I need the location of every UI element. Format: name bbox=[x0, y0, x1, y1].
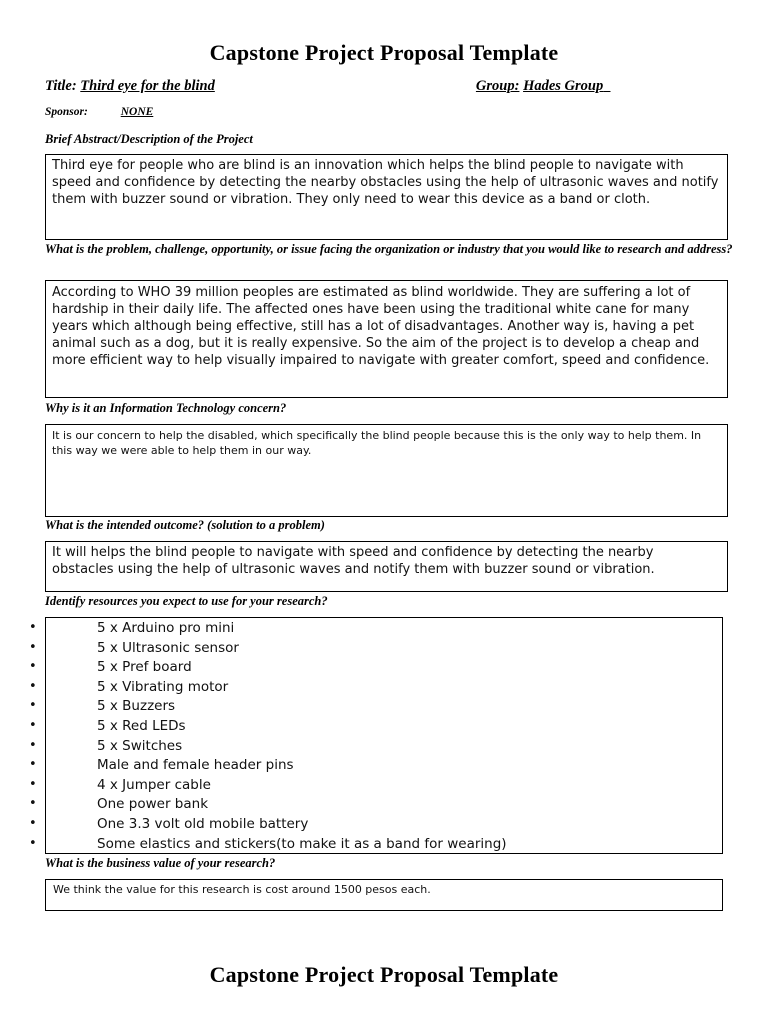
group-label: Group: bbox=[475, 78, 520, 94]
business-value-question: What is the business value of your research? bbox=[45, 856, 276, 870]
bullet-icon: • bbox=[29, 796, 37, 812]
title-value: Third eye for the blind bbox=[80, 78, 215, 94]
bullet-icon: • bbox=[29, 620, 37, 635]
it-concern-answer: It is our concern to help the disabled, which specifically the blind people because this is the only way to help them. In this way we were able to help them in our way. bbox=[52, 429, 702, 457]
sponsor-row bbox=[45, 106, 315, 118]
abstract-answer-box bbox=[45, 154, 728, 240]
group-value: Hades Group bbox=[523, 78, 604, 94]
list-item-text: 5 x Switches bbox=[97, 737, 183, 754]
sponsor-label: Sponsor: bbox=[45, 106, 88, 118]
bullet-icon: • bbox=[29, 678, 37, 694]
list-item-text: 5 x Arduino pro mini bbox=[97, 620, 235, 636]
it-concern-answer-box bbox=[45, 424, 728, 517]
list-item-text: One 3.3 volt old mobile battery bbox=[97, 816, 309, 832]
bullet-icon: • bbox=[29, 737, 37, 753]
bullet-icon: • bbox=[29, 757, 37, 773]
title-row bbox=[45, 78, 735, 96]
resources-list bbox=[0, 620, 768, 856]
problem-question: What is the problem, challenge, opportunity, or issue facing the organization or industry that you would like to research and address? bbox=[45, 242, 733, 256]
bullet-icon: • bbox=[29, 718, 37, 733]
list-item-text: Some elastics and stickers(to make it as a band for wearing) bbox=[97, 835, 507, 852]
it-concern-question: Why is it an Information Technology concern? bbox=[45, 401, 287, 415]
outcome-answer: It will helps the blind people to navigate with speed and confidence by detecting the nearby obstacles using the help of ultrasonic waves and notify them with buzzer sound or vibration. bbox=[52, 545, 655, 577]
business-value-answer-box bbox=[45, 879, 723, 911]
outcome-answer-box bbox=[45, 541, 728, 592]
problem-answer-box bbox=[45, 280, 728, 398]
title-label: Title: bbox=[45, 78, 77, 94]
sponsor-value: NONE bbox=[120, 106, 154, 118]
outcome-question: What is the intended outcome? (solution to a problem) bbox=[45, 518, 325, 532]
page-title: Capstone Project Proposal Template bbox=[209, 40, 559, 65]
abstract-question: Brief Abstract/Description of the Project bbox=[45, 132, 253, 146]
business-value-answer: We think the value for this research is cost around 1500 pesos each. bbox=[53, 883, 431, 896]
bullet-icon: • bbox=[29, 776, 37, 792]
list-item-text: 4 x Jumper cable bbox=[97, 776, 211, 793]
bullet-icon: • bbox=[29, 835, 37, 851]
resources-question: Identify resources you expect to use for your research? bbox=[45, 594, 328, 608]
list-item-text: Male and female header pins bbox=[97, 757, 294, 774]
list-item-text: 5 x Red LEDs bbox=[97, 718, 186, 734]
bullet-icon: • bbox=[29, 698, 37, 714]
abstract-answer: Third eye for people who are blind is an innovation which helps the blind people to navigate with speed and confidence by detecting the nearby obstacles using the help of ultrasonic waves and notify them with buzzer sound or vibration. They only need to wear this device as a band or cloth. bbox=[52, 158, 719, 207]
bullet-icon: • bbox=[29, 659, 37, 675]
bullet-icon: • bbox=[29, 639, 37, 655]
list-item-text: 5 x Vibrating motor bbox=[97, 678, 229, 695]
list-item-text: 5 x Ultrasonic sensor bbox=[97, 639, 239, 656]
footer-title: Capstone Project Proposal Template bbox=[209, 962, 559, 987]
list-item-text: 5 x Pref board bbox=[97, 659, 192, 676]
list-item-text: One power bank bbox=[97, 796, 209, 813]
problem-answer: According to WHO 39 million peoples are estimated as blind worldwide. They are suffering a lot of hardship in their daily life. The affected ones have been using the traditional white cane for many years which although being effective, still has a lot of disadvantages. Another way is, having a pet animal such as a dog, but it is really expensive. So the aim of the project is to develop a cheap and more efficient way to help visually impaired to navigate with greater comfort, speed and confidence. bbox=[52, 285, 710, 368]
list-item-text: 5 x Buzzers bbox=[97, 698, 176, 715]
bullet-icon: • bbox=[29, 816, 37, 831]
